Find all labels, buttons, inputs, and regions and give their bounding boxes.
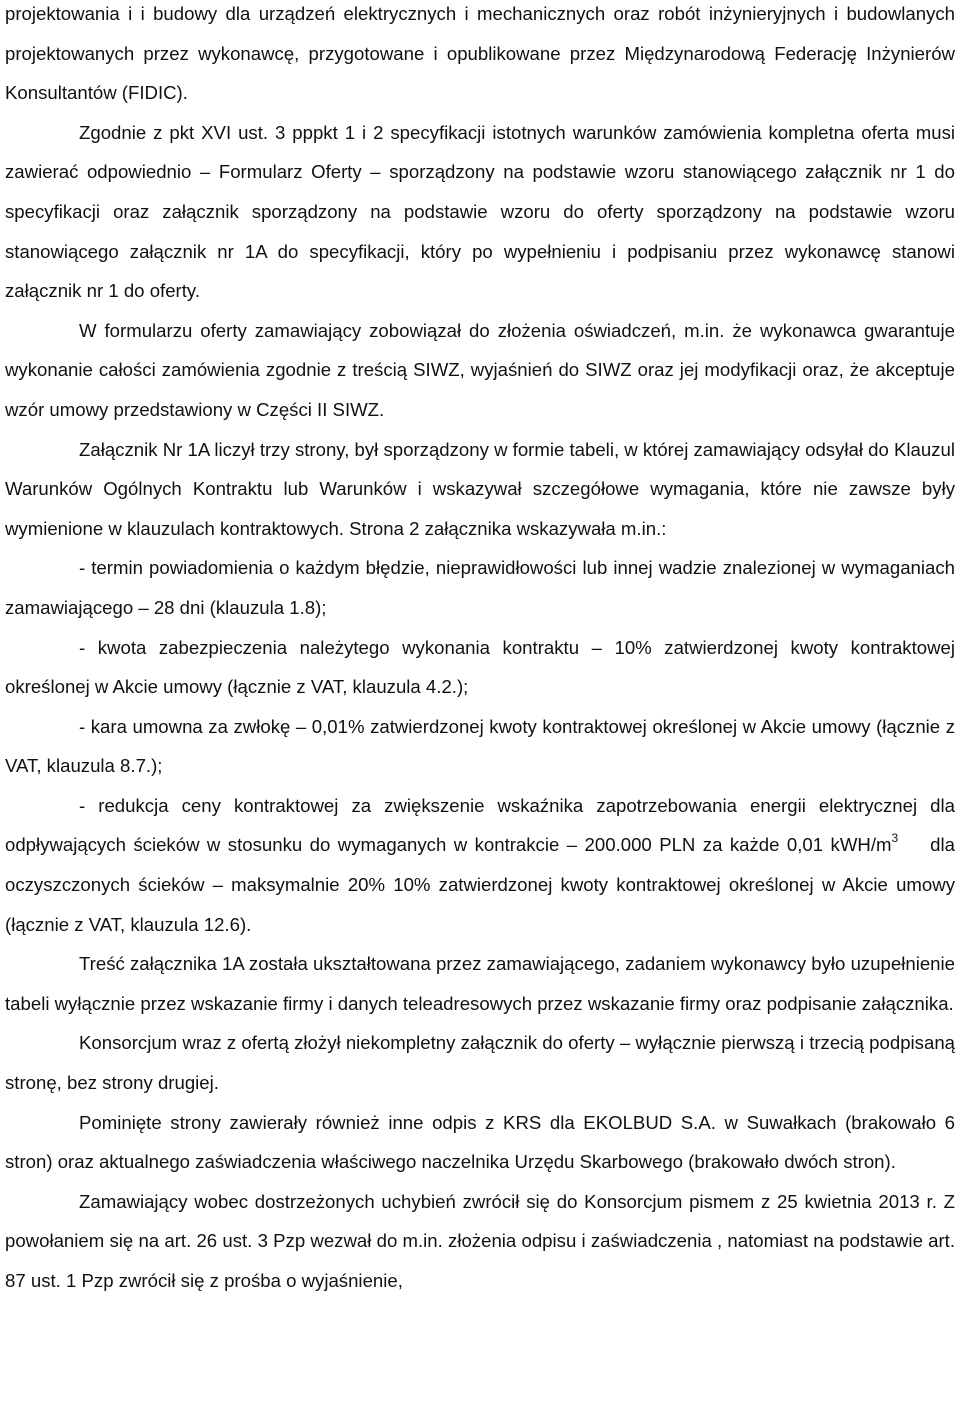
list-item-delay-penalty: - kara umowna za zwłokę – 0,01% zatwierdzonej kwoty kontraktowej określonej w Akcie umowy (łącznie z VAT, klauzula 8.7.);	[5, 715, 955, 777]
document-body	[5, 0, 955, 1301]
paragraph-offer-form-declarations: W formularzu oferty zamawiający zobowiązał do złożenia oświadczeń, m.in. że wykonawca gwarantuje wykonanie całości zamówienia zgodnie z treścią SIWZ, wyjaśnień do SIWZ oraz jej modyfikacji oraz, że akceptuje wzór umowy przedstawiony w Części II SIWZ.	[5, 319, 955, 420]
paragraph-attachment-1a: Załącznik Nr 1A liczył trzy strony, był sporządzony w formie tabeli, w której zamawiający odsyłał do Klauzul Warunków Ogólnych Kontraktu lub Warunków i wskazywał szczegółowe wymagania, które nie zawsze były wymienione w klauzulach kontraktowych. Strona 2 załącznika wskazywała m.in.:	[5, 438, 955, 539]
paragraph-incomplete-attachment: Konsorcjum wraz z ofertą złożył niekompletny załącznik do oferty – wyłącznie pierwszą i trzecią podpisaną stronę, bez strony drugiej.	[5, 1032, 955, 1094]
list-item-notice-term: - termin powiadomienia o każdym błędzie, nieprawidłowości lub innej wadzie znalezionej w wymaganiach zamawiającego – 28 dni (klauzula 1.8);	[5, 557, 955, 618]
list-item-performance-bond: - kwota zabezpieczenia należytego wykonania kontraktu – 10% zatwierdzonej kwoty kontraktowej określonej w Akcie umowy (łącznie z VAT, klauzula 4.2.);	[5, 636, 955, 698]
paragraph-omitted-pages: Pominięte strony zawierały również inne odpis z KRS dla EKOLBUD S.A. w Suwałkach (brakowało 6 stron) oraz aktualnego zaświadczenia właściwego naczelnika Urzędu Skarbowego (brakowało dwóch stron).	[5, 1111, 955, 1173]
list-item-price-reduction	[5, 786, 955, 944]
price-reduction-text-a: - redukcja ceny kontraktowej za zwiększenie wskaźnika zapotrzebowania energii elektrycznej dla odpływających ścieków w stosunku do wymaganych w kontrakcie – 200.000 PLN za każde 0,01 kWH/m	[5, 794, 955, 856]
price-reduction-text-b: dla oczyszczonych ścieków – maksymalnie 20% 10% zatwierdzonej kwoty kontraktowej określonej w Akcie umowy (łącznie z VAT, klauzula 12.6).	[5, 834, 955, 935]
paragraph-offer-requirements: Zgodnie z pkt XVI ust. 3 pppkt 1 i 2 specyfikacji istotnych warunków zamówienia kompletna oferta musi zawierać odpowiednio – Formularz Oferty – sporządzony na podstawie wzoru stanowiącego załącznik nr 1 do specyfikacji oraz załącznik sporządzony na podstawie wzoru do oferty sporządzony na podstawie wzoru stanowiącego załącznik nr 1A do specyfikacji, który po wypełnieniu i podpisaniu przez wykonawcę stanowi załącznik nr 1 do oferty.	[5, 121, 955, 302]
paragraph-attachment-content: Treść załącznika 1A została ukształtowana przez zamawiającego, zadaniem wykonawcy było uzupełnienie tabeli wyłącznie przez wskazanie firmy i danych teleadresowych przez wskazanie firmy oraz podpisanie załącznika.	[5, 953, 955, 1014]
superscript-cubic: 3	[891, 831, 899, 846]
paragraph-fidic-continuation: projektowania i i budowy dla urządzeń elektrycznych i mechanicznych oraz robót inżynieryjnych i budowlanych projektowanych przez wykonawcę, przygotowane i opublikowane przez Międzynarodową Federację Inżynierów Konsultantów (FIDIC).	[5, 3, 955, 104]
paragraph-contracting-authority-request: Zamawiający wobec dostrzeżonych uchybień zwrócił się do Konsorcjum pismem z 25 kwietnia 2013 r. Z powołaniem się na art. 26 ust. 3 Pzp wezwał do m.in. złożenia odpisu i zaświadczenia , natomiast na podstawie art. 87 ust. 1 Pzp zwrócił się z prośba o wyjaśnienie,	[5, 1190, 955, 1291]
